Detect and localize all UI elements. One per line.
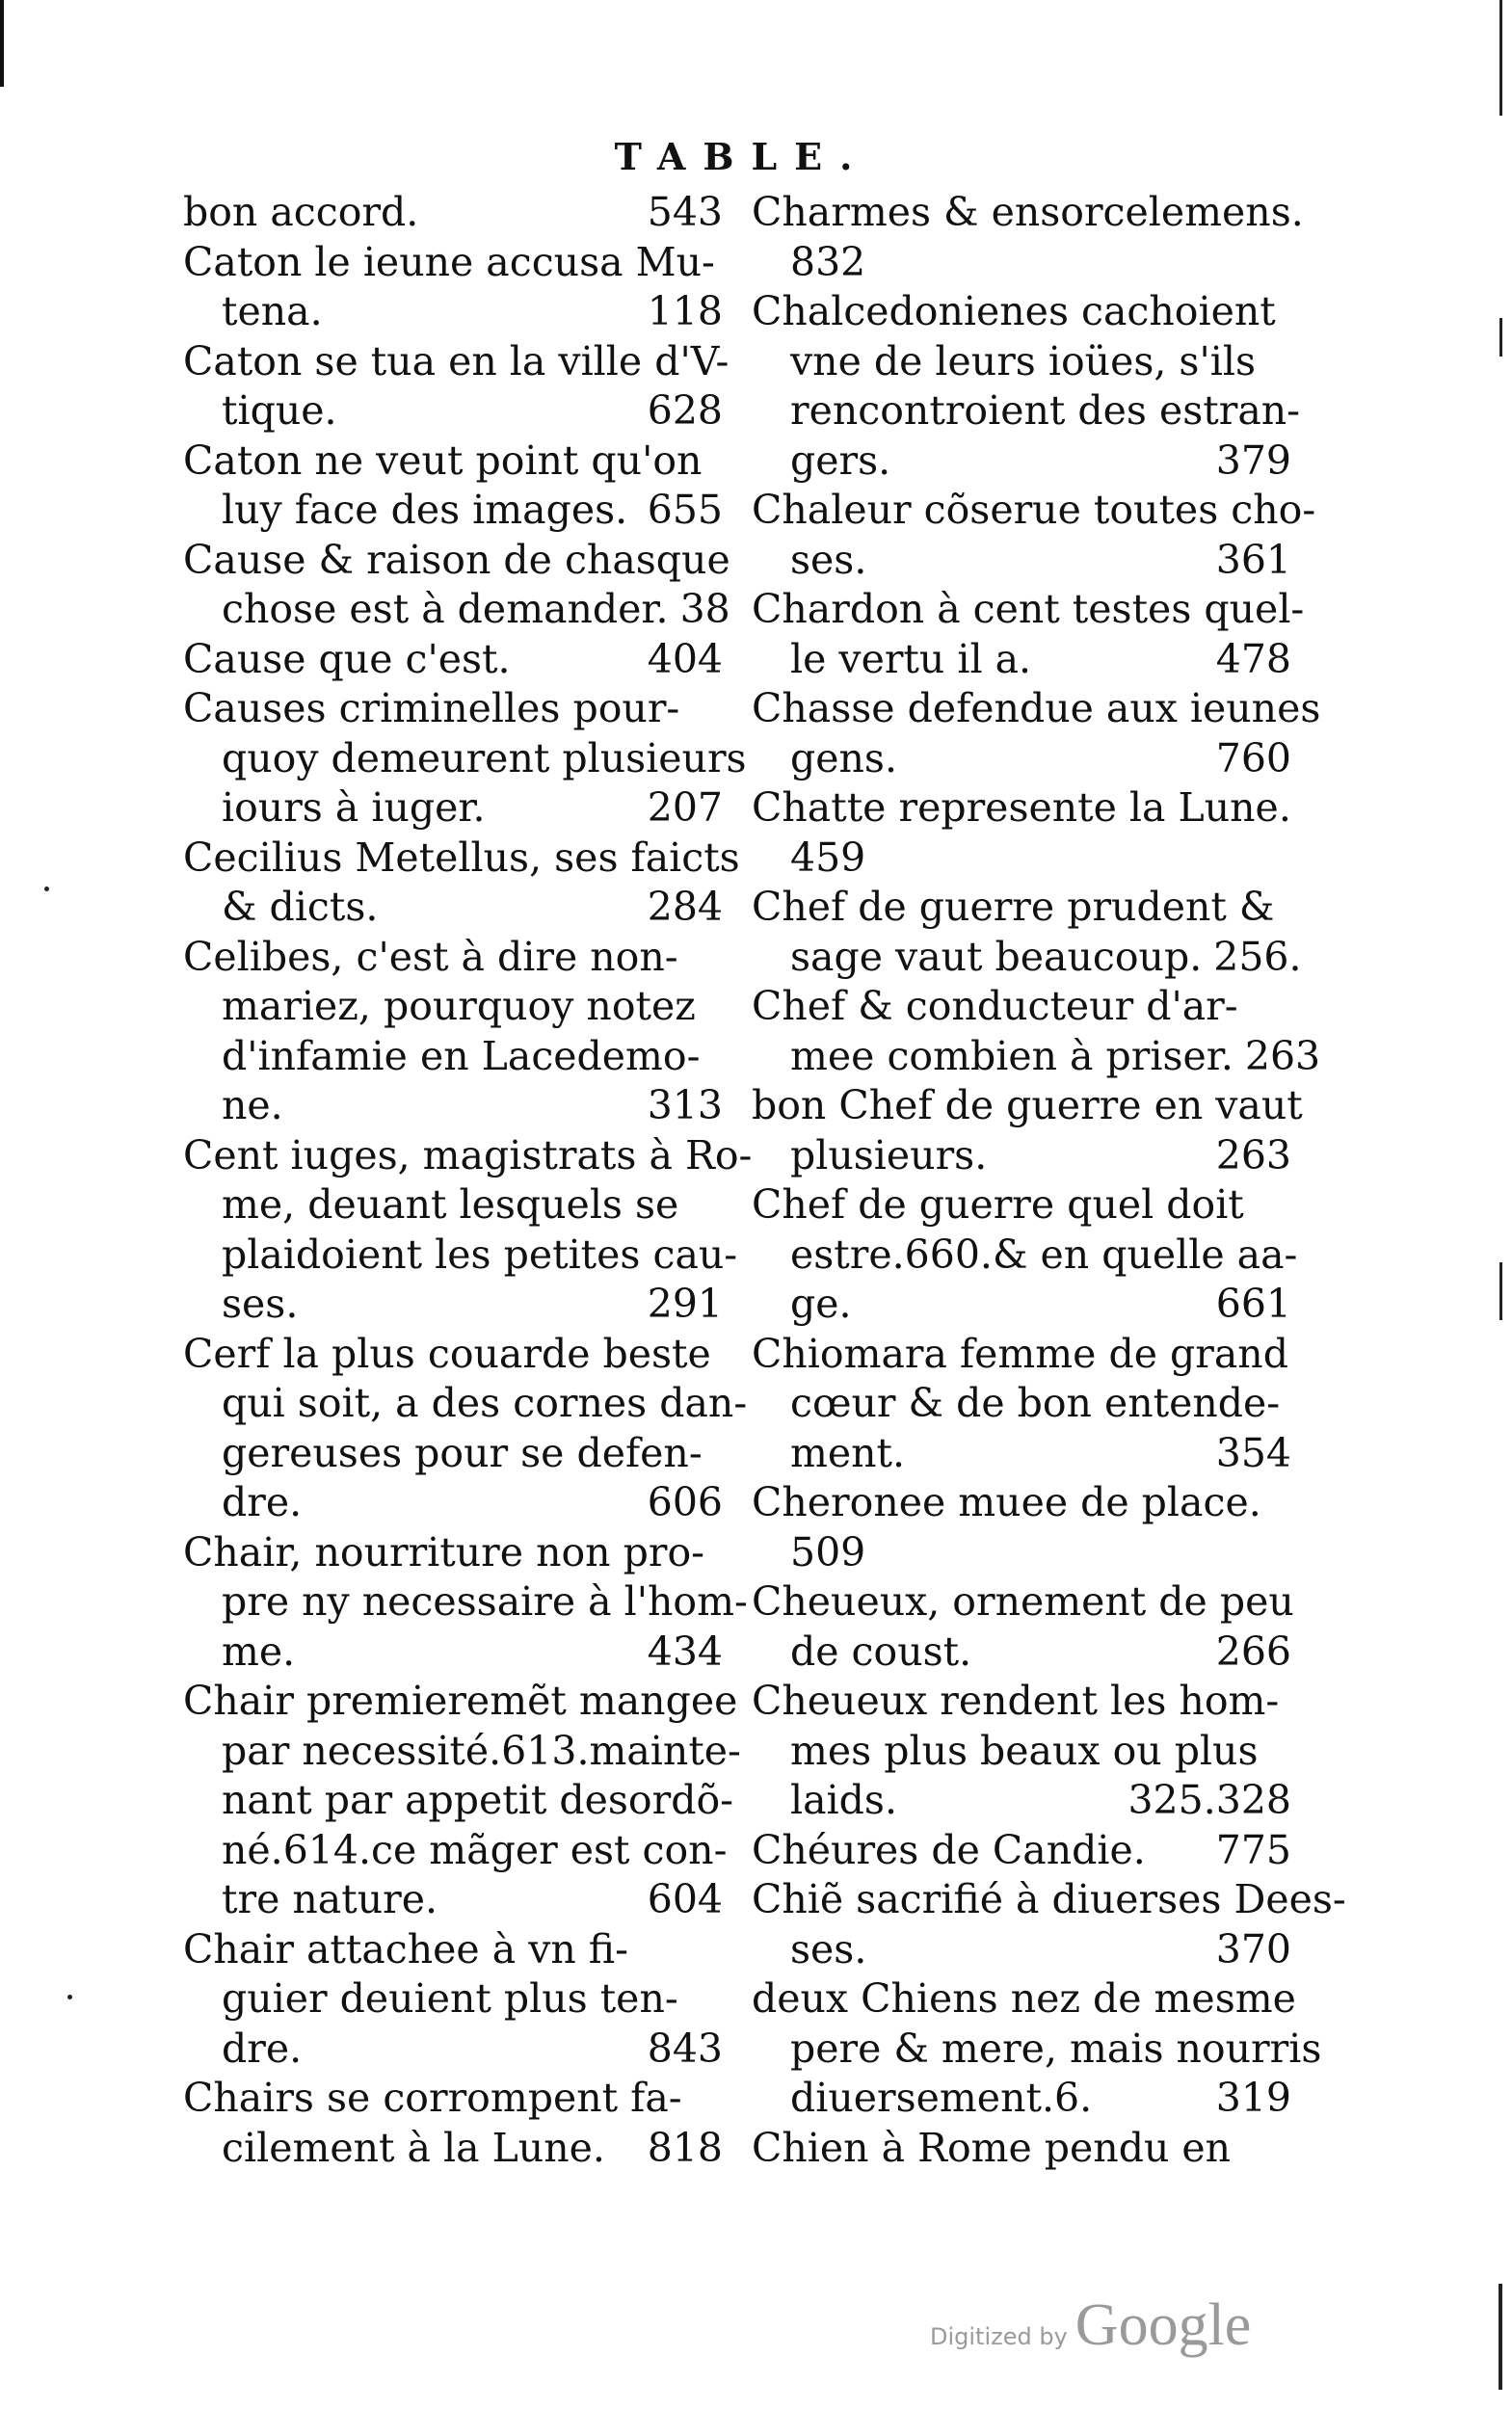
page-reference (1294, 1577, 1306, 1628)
index-entry (752, 486, 1316, 585)
page-reference (727, 1826, 738, 1876)
page-reference (1296, 1974, 1308, 2025)
index-entry (752, 1081, 1303, 1180)
entry-text: me, deuant lesquels se (222, 1181, 679, 1228)
page-reference: 478 (1215, 635, 1291, 682)
entry-text: dre. (222, 1479, 303, 1525)
page-edge-left (0, 0, 17, 87)
entry-line (183, 2074, 723, 2124)
index-column-left (183, 188, 753, 2173)
entry-line (183, 1528, 723, 1578)
page-reference (1280, 1180, 1291, 1231)
page-reference (1280, 238, 1291, 288)
page-reference (711, 1528, 723, 1578)
entry-line (183, 982, 723, 1032)
entry-text: Chiẽ sacrifié à diuerses Dees- (752, 1876, 1346, 1922)
page-reference: 319 (1215, 2075, 1291, 2121)
entry-text: Chair, nourriture non pro- (183, 1528, 704, 1575)
entry-line (183, 933, 723, 983)
entry-line (183, 1974, 723, 2025)
entry-text: sage vaut beaucoup. (790, 933, 1203, 980)
entry-text: Chasse defendue aux ieunes (752, 685, 1321, 731)
entry-text: ses. (790, 536, 867, 583)
page-reference (1280, 1727, 1291, 1777)
entry-line (752, 1131, 1291, 1181)
page-reference: 818 (647, 2124, 723, 2171)
page-reference (1280, 1528, 1291, 1578)
page-reference: 38 (679, 586, 730, 632)
index-entry (752, 287, 1301, 486)
entry-line (752, 635, 1291, 685)
entry-text: le vertu il a. (790, 635, 1032, 682)
entry-text: Cent iuges, magistrats à Ro- (183, 1131, 753, 1178)
page-reference (711, 1429, 723, 1479)
entry-line (752, 783, 1291, 834)
ink-speck (67, 1995, 72, 1999)
edge-mark (1499, 318, 1502, 357)
entry-line (752, 1330, 1291, 1380)
entry-line (183, 1826, 728, 1876)
index-entry (183, 1677, 741, 1925)
entry-text: Chaleur cõserue toutes cho- (752, 487, 1316, 533)
entry-line (752, 238, 1291, 288)
index-entry (752, 1677, 1291, 1826)
entry-text: pere & mere, mais nourris (790, 2025, 1322, 2072)
entry-text: 459 (790, 834, 866, 881)
page-reference: 291 (647, 1281, 723, 1327)
entry-text: Charmes & ensorcelemens. (752, 189, 1304, 235)
entry-text: gens. (790, 734, 897, 781)
entry-line (183, 287, 723, 337)
entry-line (183, 635, 723, 685)
page-reference (1315, 486, 1327, 536)
entry-text: rencontroient des estran- (790, 387, 1301, 434)
entry-line (752, 386, 1301, 437)
entry-text: ge. (790, 1281, 852, 1327)
index-entry (752, 783, 1291, 883)
page-reference: 604 (647, 1876, 723, 1922)
entry-line (183, 238, 723, 288)
entry-text: laids. (790, 1777, 897, 1823)
entry-text: Cerf la plus couarde beste (183, 1330, 711, 1377)
entry-line (183, 1081, 723, 1131)
page-reference (1280, 1379, 1291, 1429)
entry-line (183, 486, 723, 536)
entry-text: gereuses pour se defen- (222, 1429, 703, 1476)
entry-line (752, 1280, 1291, 1330)
entry-line (752, 1032, 1321, 1082)
entry-line (752, 982, 1291, 1032)
entry-line (183, 1429, 723, 1479)
entry-text: Caton se tua en la ville d'V- (183, 337, 729, 384)
entry-text: par necessité.613.mainte- (222, 1727, 741, 1774)
index-entry (752, 2124, 1291, 2174)
entry-text: Cecilius Metellus, ses faicts (183, 834, 740, 881)
edge-mark (1499, 1262, 1502, 1320)
page-reference: 370 (1215, 1925, 1291, 1972)
entry-line (183, 1925, 723, 1975)
index-entry (752, 1826, 1291, 1876)
entry-text: Chair attachee à vn fi- (183, 1925, 629, 1972)
entry-line (752, 2124, 1291, 2174)
index-entry (183, 337, 729, 437)
entry-text: ne. (222, 1082, 283, 1128)
entry-text: vne de leurs ioües, s'ils (790, 337, 1257, 384)
page-reference (1280, 337, 1291, 387)
entry-text: gers. (790, 437, 891, 484)
ink-speck (44, 887, 49, 891)
entry-line (752, 585, 1305, 635)
index-entry (183, 1131, 753, 1330)
entry-text: & dicts. (222, 884, 379, 930)
entry-line (183, 2124, 723, 2174)
page-reference (711, 437, 723, 487)
entry-text: Caton le ieune accusa Mu- (183, 238, 715, 285)
entry-line (752, 287, 1291, 337)
entry-line (752, 1231, 1298, 1281)
index-entry (183, 238, 723, 337)
entry-text: tre nature. (222, 1876, 438, 1922)
entry-text: diuersement.6. (790, 2075, 1093, 2121)
entry-line (183, 1478, 723, 1528)
entry-text: cilement à la Lune. (222, 2124, 605, 2171)
index-entry (183, 437, 723, 536)
entry-text: Chair premieremẽt mangee (183, 1678, 738, 1724)
entry-line (752, 1429, 1291, 1479)
entry-line (752, 1577, 1294, 1628)
entry-line (752, 734, 1291, 784)
page-reference: 313 (647, 1082, 723, 1128)
page-reference: 263 (1244, 1032, 1321, 1079)
page-reference (1304, 188, 1315, 238)
index-column-right (752, 188, 1346, 2173)
edge-mark (1499, 2284, 1502, 2390)
page-reference (1321, 2025, 1333, 2075)
entry-line (183, 1379, 748, 1429)
entry-text: d'infamie en Lacedemo- (222, 1032, 701, 1079)
entry-text: Cause & raison de chasque (183, 536, 730, 583)
page-reference (715, 238, 727, 288)
entry-line (183, 1032, 723, 1082)
entry-text: Cause que c'est. (183, 635, 511, 682)
entry-text: bon Chef de guerre en vaut (752, 1082, 1303, 1128)
entry-line (752, 834, 1291, 884)
page-reference (740, 834, 752, 884)
page-edge-right (1500, 0, 1508, 2409)
index-entry (183, 536, 730, 635)
page-reference: 379 (1215, 437, 1291, 484)
entry-text: cœur & de bon entende- (790, 1380, 1281, 1426)
entry-text: guier deuient plus ten- (222, 1975, 678, 2022)
entry-text: Cheronee muee de place. (752, 1479, 1261, 1525)
entry-text: mes plus beaux ou plus (790, 1727, 1259, 1774)
page-reference: 655 (647, 487, 723, 533)
digitization-watermark (930, 2291, 1251, 2360)
entry-text: quoy demeurent plusieurs (222, 734, 747, 781)
entry-text: luy face des images. (222, 487, 628, 533)
entry-line (183, 834, 740, 884)
index-entry (183, 188, 723, 238)
index-entry (752, 1330, 1291, 1479)
page-reference (729, 337, 740, 387)
page-reference (1280, 1677, 1291, 1727)
entry-text: Caton ne veut point qu'on (183, 437, 703, 484)
entry-line (183, 1280, 723, 1330)
page-reference (1280, 883, 1291, 933)
entry-text: Chardon à cent testes quel- (752, 586, 1305, 632)
entry-line (752, 1875, 1346, 1925)
page-reference: 775 (1215, 1826, 1291, 1873)
entry-text: 509 (790, 1528, 866, 1575)
entry-text: Chairs se corrompent fa- (183, 2075, 682, 2121)
entry-line (752, 1379, 1291, 1429)
entry-text: né.614.ce mãger est con- (222, 1826, 728, 1873)
entry-text: Chéures de Candie. (752, 1826, 1146, 1873)
entry-line (752, 1528, 1291, 1578)
page-reference (1280, 2124, 1291, 2174)
entry-line (752, 2074, 1291, 2124)
page-reference: 661 (1215, 1281, 1291, 1327)
entry-text: estre.660.& en quelle aa- (790, 1231, 1298, 1278)
entry-line (183, 1131, 753, 1181)
entry-text: Chef & conducteur d'ar- (752, 983, 1238, 1029)
index-entry (183, 834, 740, 933)
entry-line (183, 1875, 723, 1925)
entry-line (183, 2025, 723, 2075)
page-reference: 543 (647, 189, 723, 235)
entry-text: ment. (790, 1429, 906, 1476)
index-entry (183, 933, 723, 1131)
index-entry (183, 1330, 748, 1528)
entry-line (183, 783, 723, 834)
entry-line (183, 883, 723, 933)
entry-text: Cheueux, ornement de peu (752, 1578, 1294, 1625)
page-reference (1280, 834, 1291, 884)
page-reference (1346, 1875, 1358, 1925)
entry-text: mee combien à priser. (790, 1032, 1233, 1079)
entry-text: bon accord. (183, 189, 419, 235)
entry-line (752, 1974, 1296, 2025)
entry-text: iours à iuger. (222, 784, 486, 831)
entry-text: Chef de guerre quel doit (752, 1181, 1244, 1228)
entry-line (752, 2025, 1322, 2075)
entry-text: nant par appetit desordõ- (222, 1777, 733, 1823)
index-entry (752, 188, 1304, 287)
entry-line (752, 1478, 1291, 1528)
entry-text: pre ny necessaire à l'hom- (222, 1578, 748, 1625)
entry-line (752, 1826, 1291, 1876)
edge-mark (1499, 0, 1502, 116)
entry-line (752, 188, 1304, 238)
entry-line (183, 337, 729, 387)
entry-line (752, 1776, 1291, 1826)
page-reference (1280, 287, 1291, 337)
entry-line (183, 1677, 738, 1727)
index-entry (183, 635, 723, 685)
page-reference (1297, 1231, 1309, 1281)
entry-text: tique. (222, 387, 337, 434)
page-reference: 628 (647, 387, 723, 434)
page-reference (1291, 783, 1303, 834)
page-reference (1320, 684, 1332, 734)
entry-text: Chatte represente la Lune. (752, 784, 1291, 831)
page-reference (711, 1032, 723, 1082)
index-entry (752, 1180, 1298, 1330)
entry-text: ses. (222, 1281, 299, 1327)
entry-text: Causes criminelles pour- (183, 685, 680, 731)
entry-line (752, 1628, 1291, 1678)
entry-text: qui soit, a des cornes dan- (222, 1380, 748, 1426)
entry-text: mariez, pourquoy notez (222, 983, 696, 1029)
entry-text: plusieurs. (790, 1131, 988, 1178)
running-title: TABLE. (614, 135, 870, 178)
entry-line (752, 1677, 1291, 1727)
entry-text: 832 (790, 238, 866, 285)
index-entry (752, 883, 1302, 982)
page-reference (1304, 585, 1315, 635)
page-reference: 256. (1213, 933, 1302, 980)
entry-line (183, 188, 723, 238)
entry-line (752, 1081, 1303, 1131)
index-entry (752, 982, 1321, 1081)
page-reference: 354 (1215, 1429, 1291, 1476)
page-reference: 118 (647, 288, 723, 334)
page-reference (730, 536, 742, 586)
entry-line (752, 486, 1316, 536)
index-entry (183, 2074, 723, 2173)
entry-line (183, 437, 723, 487)
entry-line (183, 386, 723, 437)
entry-line (752, 684, 1321, 734)
entry-text: dre. (222, 2025, 303, 2072)
entry-line (183, 684, 723, 734)
entry-text: deux Chiens nez de mesme (752, 1975, 1296, 2022)
entry-line (752, 1925, 1291, 1975)
entry-line (183, 536, 730, 586)
entry-text: de coust. (790, 1628, 972, 1675)
entry-text: Chalcedonienes cachoient (752, 288, 1276, 334)
entry-line (752, 933, 1302, 983)
entry-text: Chien à Rome pendu en (752, 2124, 1232, 2171)
index-entry (183, 1528, 748, 1678)
page-reference (1280, 1478, 1291, 1528)
page-reference (1288, 1330, 1300, 1380)
page-reference: 843 (647, 2025, 723, 2072)
page-reference (711, 1330, 723, 1380)
entry-line (183, 1776, 733, 1826)
entry-text: Cheueux rendent les hom- (752, 1678, 1280, 1724)
entry-text: plaidoient les petites cau- (222, 1231, 738, 1278)
entry-text: me. (222, 1628, 296, 1675)
index-entry (752, 1875, 1346, 1974)
watermark-prefix: Digitized by (930, 2323, 1068, 2350)
page-reference: 606 (647, 1479, 723, 1525)
entry-line (752, 337, 1291, 387)
page-reference (1300, 386, 1312, 437)
page-reference: 325.328 (1127, 1777, 1291, 1823)
page-reference (1280, 982, 1291, 1032)
entry-text: ses. (790, 1925, 867, 1972)
entry-line (752, 883, 1291, 933)
page-reference: 404 (647, 635, 723, 682)
entry-text: chose est à demander. (222, 586, 669, 632)
entry-line (183, 1628, 723, 1678)
page-reference (711, 2074, 723, 2124)
page-reference: 207 (647, 784, 723, 831)
entry-line (183, 1330, 723, 1380)
page-reference (737, 1231, 749, 1281)
page-reference: 361 (1215, 536, 1291, 583)
entry-line (752, 437, 1291, 487)
page-reference: 284 (647, 884, 723, 930)
page-reference: 263 (1215, 1131, 1291, 1178)
page-reference (737, 1677, 749, 1727)
index-entry (752, 585, 1305, 684)
entry-line (183, 1727, 741, 1777)
page-reference (711, 933, 723, 983)
entry-line (183, 734, 747, 784)
index-entry (752, 684, 1321, 783)
page-reference (711, 1974, 723, 2025)
entry-line (752, 1727, 1291, 1777)
entry-line (183, 1231, 738, 1281)
google-logo: Google (1074, 2292, 1252, 2358)
index-entry (183, 684, 747, 834)
page-reference: 434 (647, 1628, 723, 1675)
page-reference (1303, 1081, 1314, 1131)
entry-text: Chiomara femme de grand (752, 1330, 1288, 1377)
index-entry (752, 1478, 1291, 1577)
page-reference (711, 982, 723, 1032)
page-reference (711, 684, 723, 734)
page-reference: 266 (1215, 1628, 1291, 1675)
entry-text: Chef de guerre prudent & (752, 884, 1275, 930)
entry-line (183, 1180, 723, 1231)
entry-line (183, 1577, 748, 1628)
entry-line (183, 585, 730, 635)
entry-line (752, 1180, 1291, 1231)
entry-line (752, 536, 1291, 586)
entry-text: Celibes, c'est à dire non- (183, 933, 678, 980)
index-entry (183, 1925, 723, 2075)
index-entry (752, 1577, 1294, 1677)
entry-text: tena. (222, 288, 323, 334)
page-reference (711, 1180, 723, 1231)
page-reference (733, 1776, 745, 1826)
page-reference (711, 1925, 723, 1975)
index-entry (752, 1974, 1322, 2124)
page-reference: 760 (1215, 734, 1291, 781)
